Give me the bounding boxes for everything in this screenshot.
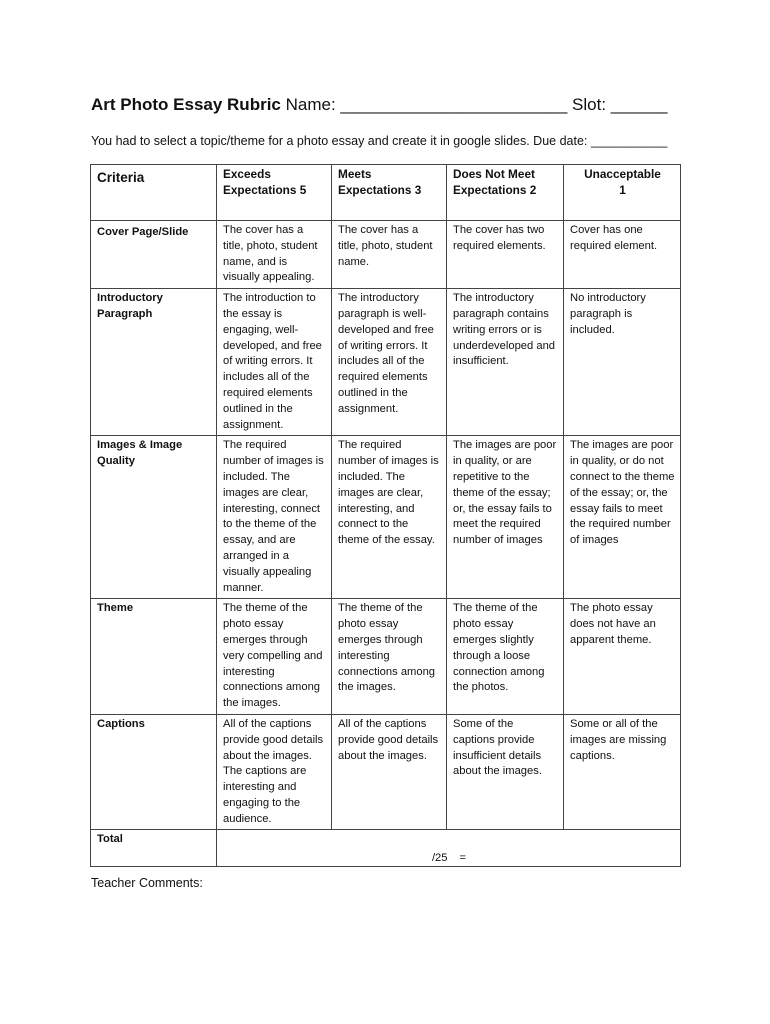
rubric-cell: The theme of the photo essay emerges through very compelling and interesting connections among the images.	[217, 599, 332, 715]
rubric-cell: No introductory paragraph is included.	[564, 289, 681, 436]
rubric-cell: The introduction to the essay is engaging, well-developed, and free of writing errors. It includes all of the required elements outlined in the assignment.	[217, 289, 332, 436]
level-header-line: Exceeds	[223, 167, 271, 181]
level-header-exceeds	[217, 165, 332, 221]
rubric-row-theme	[91, 599, 681, 715]
level-header-line: Meets	[338, 167, 372, 181]
document-title	[91, 95, 668, 115]
total-equals: =	[459, 851, 467, 864]
rubric-cell: The required number of images is included. The images are clear, interesting, and connect to the theme of the essay.	[332, 436, 447, 599]
rubric-row-cover	[91, 221, 681, 289]
rubric-cell: Some of the captions provide insufficient details about the images.	[447, 714, 564, 830]
level-header-line: 1	[619, 182, 626, 197]
level-header-line: Expectations 2	[453, 182, 537, 197]
header-row	[91, 165, 681, 221]
rubric-cell: The images are poor in quality, or do not connect to the theme of the essay; or, the essay fails to meet the required number of images	[564, 436, 681, 599]
rubric-cell: The theme of the photo essay emerges slightly through a loose connection among the photos.	[447, 599, 564, 715]
total-score: /25	[431, 851, 448, 864]
rubric-cell: Cover has one required element.	[564, 221, 681, 289]
rubric-table	[90, 164, 681, 867]
rubric-cell: The images are poor in quality, or are repetitive to the theme of the essay; or, the essay fails to meet the required number of images	[447, 436, 564, 599]
rubric-cell: The required number of images is included. The images are clear, interesting, connect to the theme of the essay, and are arranged in a visually appealing manner.	[217, 436, 332, 599]
total-row	[91, 830, 681, 867]
criteria-header: Criteria	[91, 165, 217, 221]
level-header-line: Expectations 5	[223, 182, 307, 197]
criterion-label: Captions	[91, 714, 217, 830]
rubric-cell: Some or all of the images are missing captions.	[564, 714, 681, 830]
rubric-cell: All of the captions provide good details about the images.	[332, 714, 447, 830]
rubric-cell: The cover has a title, photo, student name.	[332, 221, 447, 289]
level-header-does-not-meet	[447, 165, 564, 221]
level-header-line: Does Not Meet	[453, 167, 535, 181]
title-bold: Art Photo Essay Rubric	[91, 95, 281, 114]
rubric-row-images	[91, 436, 681, 599]
rubric-row-intro	[91, 289, 681, 436]
total-score-cell	[217, 830, 681, 867]
teacher-comments-label: Teacher Comments:	[91, 876, 203, 890]
rubric-cell: The theme of the photo essay emerges through interesting connections among the images.	[332, 599, 447, 715]
rubric-cell: All of the captions provide good details about the images. The captions are interesting and engaging to the audience.	[217, 714, 332, 830]
rubric-cell: The introductory paragraph is well-developed and free of writing errors. It includes all of the required elements outlined in the assignment.	[332, 289, 447, 436]
rubric-row-captions	[91, 714, 681, 830]
total-label: Total	[91, 830, 217, 867]
title-name-slot-line: Name: ________________________ Slot: ______	[280, 95, 668, 114]
rubric-cell: The photo essay does not have an apparent theme.	[564, 599, 681, 715]
criterion-label: Theme	[91, 599, 217, 715]
rubric-cell: The cover has two required elements.	[447, 221, 564, 289]
criterion-label: Cover Page/Slide	[91, 221, 217, 289]
level-header-unacceptable	[564, 165, 681, 221]
level-header-line: Expectations 3	[338, 182, 422, 197]
level-header-line: Unacceptable	[584, 167, 661, 181]
criterion-label: Introductory Paragraph	[91, 289, 217, 436]
instructions-text: You had to select a topic/theme for a photo essay and create it in google slides. Due date: ___________	[91, 134, 668, 148]
rubric-cell: The introductory paragraph contains writing errors or is underdeveloped and insufficient.	[447, 289, 564, 436]
level-header-meets	[332, 165, 447, 221]
criterion-label: Images & Image Quality	[91, 436, 217, 599]
rubric-cell: The cover has a title, photo, student name, and is visually appealing.	[217, 221, 332, 289]
